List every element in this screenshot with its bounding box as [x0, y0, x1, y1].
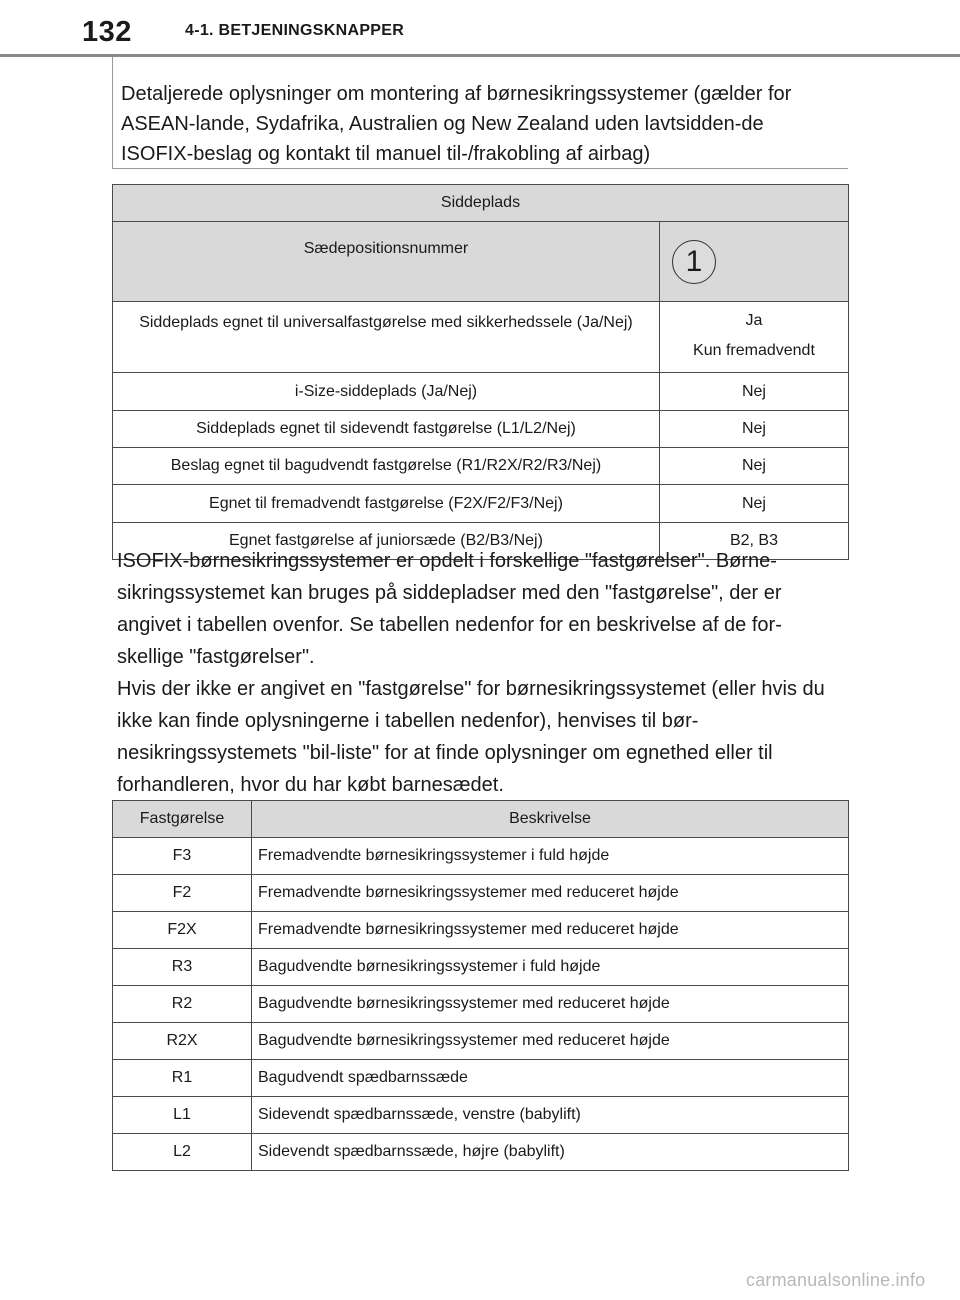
table-row [113, 912, 849, 949]
position-label: Sædepositionsnummer [113, 222, 660, 302]
table-row [113, 448, 849, 485]
row-value: Nej [659, 485, 848, 523]
fastening-code: F2X [113, 912, 252, 949]
desc-table-header-desc: Beskrivelse [252, 801, 849, 838]
row-label: Egnet fastgørelse af juniorsæde (B2/B3/Nej) [113, 523, 660, 560]
row-label: Siddeplads egnet til universalfastgørelse med sikkerhedssele (Ja/Nej) [113, 302, 660, 373]
fastening-code: L1 [113, 1097, 252, 1134]
fastening-description: Bagudvendte børnesikringssystemer med reduceret højde [252, 986, 849, 1023]
table-row [113, 949, 849, 986]
fastening-description: Fremadvendte børnesikringssystemer i fuld højde [252, 838, 849, 875]
desc-table-header-code: Fastgørelse [113, 801, 252, 838]
section-title: 4-1. BETJENINGSKNAPPER [185, 22, 405, 39]
intro-text: Detaljerede oplysninger om montering af børnesikringssystemer (gælder for ASEAN-lande, Sydafrika, Australien og New Zealand uden lavtsidden-de ISOFIX-beslag og kontakt til manuel til-/frakobling af airbag) [121, 83, 792, 165]
body-paragraph: Hvis der ikke er angivet en "fastgørelse" for børnesikringssystemet (eller hvis du ikke kan finde oplysningerne i tabellen nedenfor), henvises til bør-nesikringssystemets "bil-liste" for at finde oplysninger om egnethed eller til forhandleren, hvor du har købt barnesædet. [117, 678, 825, 796]
table-row [113, 1134, 849, 1171]
body-paragraph: ISOFIX-børnesikringssystemer er opdelt i forskellige "fastgørelser". Børne-sikringssystemet kan bruges på siddepladser med den "fastgørelse", der er angivet i tabellen ovenfor. Se tabellen nedenfor for en beskrivelse af de for-skellige "fastgørelser". [117, 550, 782, 668]
fastening-code: R2 [113, 986, 252, 1023]
seat-table-header-row [113, 185, 849, 222]
fastening-code: F3 [113, 838, 252, 875]
seat-table [112, 184, 849, 560]
fastening-code: F2 [113, 875, 252, 912]
table-row [113, 838, 849, 875]
position-row [113, 222, 849, 302]
fastening-code: R3 [113, 949, 252, 986]
row-label: Beslag egnet til bagudvendt fastgørelse (R1/R2X/R2/R3/Nej) [113, 448, 660, 485]
position-cell [659, 222, 848, 302]
intro-box [112, 57, 848, 169]
fastening-code: R2X [113, 1023, 252, 1060]
seat-table-header: Siddeplads [113, 185, 849, 222]
page-number: 132 [82, 16, 132, 48]
table-row [113, 1060, 849, 1097]
fastening-code: L2 [113, 1134, 252, 1171]
watermark: carmanualsonline.info [746, 1270, 926, 1290]
row-value: B2, B3 [659, 523, 848, 560]
table-row [113, 411, 849, 448]
table-row [113, 875, 849, 912]
fastening-description: Bagudvendt spædbarnssæde [252, 1060, 849, 1097]
table-row [113, 1023, 849, 1060]
row-value-line: Kun fremadvendt [693, 342, 815, 359]
row-label: Egnet til fremadvendt fastgørelse (F2X/F2/F3/Nej) [113, 485, 660, 523]
table-row [113, 1097, 849, 1134]
table-row [113, 302, 849, 373]
row-label: Siddeplads egnet til sidevendt fastgørelse (L1/L2/Nej) [113, 411, 660, 448]
table-row [113, 485, 849, 523]
table-row [113, 373, 849, 411]
fastening-description: Sidevendt spædbarnssæde, venstre (babylift) [252, 1097, 849, 1134]
fastening-description-table [112, 800, 849, 1171]
page-header [0, 0, 960, 60]
row-label: i-Size-siddeplads (Ja/Nej) [113, 373, 660, 411]
fastening-code: R1 [113, 1060, 252, 1097]
fastening-description: Bagudvendte børnesikringssystemer med reduceret højde [252, 1023, 849, 1060]
row-value [659, 302, 848, 373]
body-text [117, 545, 843, 801]
row-value: Nej [659, 448, 848, 485]
fastening-description: Bagudvendte børnesikringssystemer i fuld højde [252, 949, 849, 986]
position-number-badge: 1 [672, 240, 716, 284]
row-value: Nej [659, 373, 848, 411]
desc-table-header-row [113, 801, 849, 838]
fastening-description: Sidevendt spædbarnssæde, højre (babylift) [252, 1134, 849, 1171]
fastening-description: Fremadvendte børnesikringssystemer med reduceret højde [252, 875, 849, 912]
row-value-line: Ja [745, 312, 763, 329]
table-row [113, 986, 849, 1023]
fastening-description: Fremadvendte børnesikringssystemer med reduceret højde [252, 912, 849, 949]
row-value: Nej [659, 411, 848, 448]
